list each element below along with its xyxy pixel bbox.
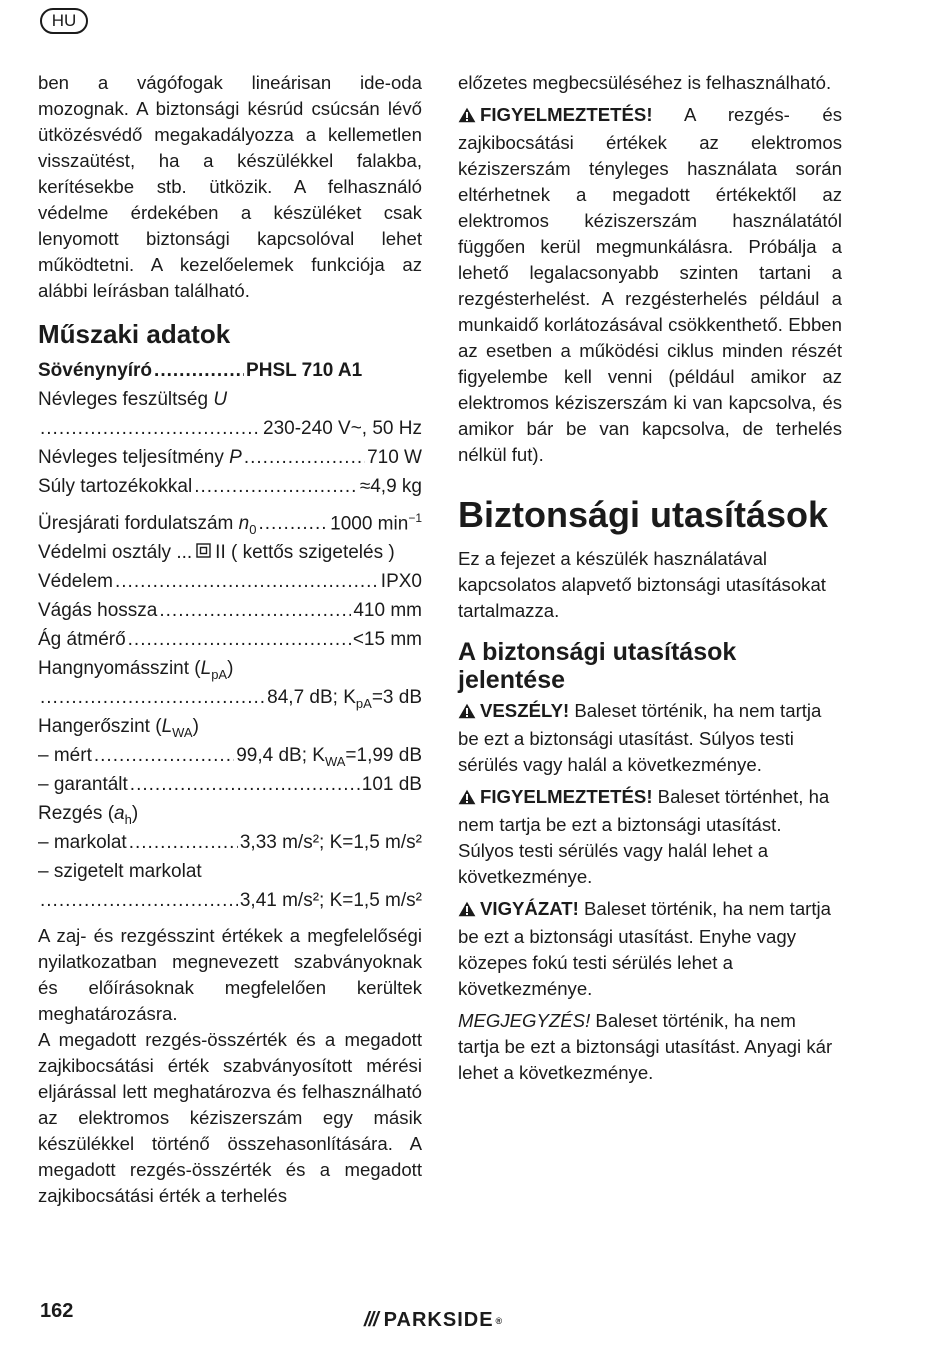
guaranteed-label: – garantált [38,774,128,796]
protection-label: Védelem [38,571,113,593]
voltage-label-row [38,385,422,414]
power-value: 710 W [367,447,422,468]
tech-data-heading: Műszaki adatok [38,319,231,349]
leader-dots [194,472,358,501]
leader-dots [40,886,238,915]
warning2-tag: FIGYELMEZTETÉS! [480,786,653,807]
brand-name: PARKSIDE [383,1309,494,1331]
brand-slashes: /// [364,1309,378,1331]
warning-paragraph [458,102,842,468]
spl-label-row: Hangnyomásszint $(L_{pA})$ [38,658,234,683]
brand-logo [364,1309,503,1332]
warning-triangle-icon [458,700,476,726]
note-paragraph [458,1008,842,1086]
grip-label: – markolat [38,832,127,854]
class-row [38,538,422,567]
danger-text: Baleset történik, ha nem tartja be ezt a biztonsági utasítást. Súlyos testi sérülés vagy halál a következménye. [458,700,822,775]
page-number: 162 [40,1300,74,1322]
warning2-text: Baleset történhet, ha nem tartja be ezt a biztonsági utasítást. Súlyos testi sérülés vagy halál lehet a következménye. [458,786,830,887]
leader-dots [154,356,244,385]
power-row [38,443,422,472]
warning2-paragraph [458,784,842,890]
grip-value: 3,33 m/s²; K=1,5 m/s² [239,832,422,854]
branch-row [38,625,422,654]
swl-label-row: Hangerőszint $(L_{WA})$ [38,716,199,741]
voltage-symbol: U [213,389,228,410]
leader-dots [115,567,379,596]
spl-row [38,683,422,712]
meaning-heading: A biztonsági utasítások jelentése [458,638,737,694]
measured-row [38,741,422,770]
insulated-label-row: – szigetelt markolat [38,861,202,883]
spl-value: 84,7 dB; $K_{pA}=3$ dB [267,687,422,712]
weight-label: Súly tartozékokkal [38,476,193,497]
warning-triangle-icon [458,898,476,924]
warning-text: A rezgés- és zajkibocsátási értékek az elektromos kéziszerszám tényleges használata során eltérhetnek a megadott értékektől az elektromos kéziszerszám használatától függően kerül megmunkálásra. Próbálja a lehető legalacsonyabb szinten tartani a rezgésterhelést. A rezgésterhelés például a munkaidő korlátozásával csökkenthető. Ebben az esetben a működési ciklus minden részét figyelembe kell venni (például amikor az elektromos kéziszerszám ki van kapcsolva, és amikor bár be van kapcsolva, de terhelés nélkül fut). [458,104,842,465]
voltage-row [38,414,422,443]
right-column [458,70,842,1092]
caution-paragraph [458,896,842,1002]
rpm-row [38,504,422,538]
vib-label-row: Rezgés $(a_h)$ [38,803,139,828]
note-text: Baleset történik, ha nem tartja be ezt a biztonsági utasítást. Anyagi kár lehet a következménye. [458,1010,833,1083]
voltage-value: 230-240 V~, 50 Hz [263,418,422,439]
left-column [38,70,422,1209]
intro-paragraph: ben a vágófogak lineárisan ide-oda mozognak. A biztonsági késrúd csúcsán lévő ütközésvédő megakadályozza a kellemetlen visszaütést, ha a készülékkel falakba, kerítésekbe stb. ütközik. A felhasználó védelme érdekében a készüléket csak lenyomott biztonsági kapcsolóval lehet működtetni. A kezelőelemek funkciója az alábbi leírásban található. [38,72,422,301]
caution-tag: VIGYÁZAT! [480,898,579,919]
measured-value: 99,4 dB; $K_{WA}=1,99$ dB [236,745,422,770]
warning-tag: FIGYELMEZTETÉS! [480,104,653,125]
protection-row [38,567,422,596]
guaranteed-row [38,770,422,799]
brand-mark: ® [495,1315,504,1326]
warning-triangle-icon [458,104,476,130]
leader-dots [129,828,238,857]
leader-dots [94,741,234,770]
note-tag: MEGJEGYZÉS! [458,1010,591,1031]
weight-value: ≈4,9 kg [359,476,422,497]
branch-value: <15 mm [352,629,422,651]
cut-length-value: 410 mm [353,600,422,622]
leader-dots [40,414,261,443]
branch-label: Ág átmérő [38,629,126,651]
vibration-paragraph: A megadott rezgés-összérték és a megadott zajkibocsátási érték szabványosított mérési eljárással lett meghatározva és felhasználható az elektromos kéziszerszám egy másik készülékkel történő összehasonlítására. A megadott rezgés-összérték és a megadott zajkibocsátási érték a terhelés [38,1029,422,1207]
double-insulation-icon [196,538,211,567]
cut-length-row [38,596,422,625]
rpm-label: Üresjárati fordulatszám $n_0$ [38,513,257,538]
class-value: II ( kettős szigetelés ) [215,542,395,564]
grip-row [38,828,422,857]
power-label: Névleges teljesítmény P [38,447,242,468]
warning-triangle-icon [458,786,476,812]
model-label: Sövénynyíró [38,360,153,381]
weight-row [38,472,422,501]
spec-list [38,356,422,915]
safety-heading: Biztonsági utasítások [458,494,829,535]
leader-dots [40,683,265,712]
class-label: Védelmi osztály ... [38,542,193,564]
leader-dots [258,509,328,538]
insulated-row [38,886,422,915]
leader-dots [130,770,360,799]
leader-dots [244,443,365,472]
cut-length-label: Vágás hossza [38,600,158,622]
danger-tag: VESZÉLY! [480,700,570,721]
rpm-value: 1000 $\min^{-1}$ [330,511,422,535]
model-value: PHSL 710 A1 [246,360,363,381]
protection-value: IPX0 [380,571,422,593]
continuation-paragraph: előzetes megbecsüléséhez is felhasználható. [458,72,832,93]
insulated-value: 3,41 m/s²; K=1,5 m/s² [239,890,422,912]
measured-label: – mért [38,745,92,767]
language-badge: HU [40,8,88,34]
voltage-label: Névleges feszültség [38,389,214,410]
guaranteed-value: 101 dB [361,774,422,796]
caution-text: Baleset történik, ha nem tartja be ezt a biztonsági utasítást. Enyhe vagy közepes fokú testi sérülés lehet a következménye. [458,898,832,999]
leader-dots [128,625,351,654]
danger-paragraph [458,698,842,778]
safety-intro: Ez a fejezet a készülék használatával kapcsolatos alapvető biztonsági utasításokat tartalmazza. [458,548,826,621]
noise-paragraph: A zaj- és rezgésszint értékek a megfelelőségi nyilatkozatban megnevezett szabványoknak és előírásoknak megfelelően kerültek meghatározásra. [38,925,422,1025]
model-row [38,356,422,385]
leader-dots [159,596,351,625]
